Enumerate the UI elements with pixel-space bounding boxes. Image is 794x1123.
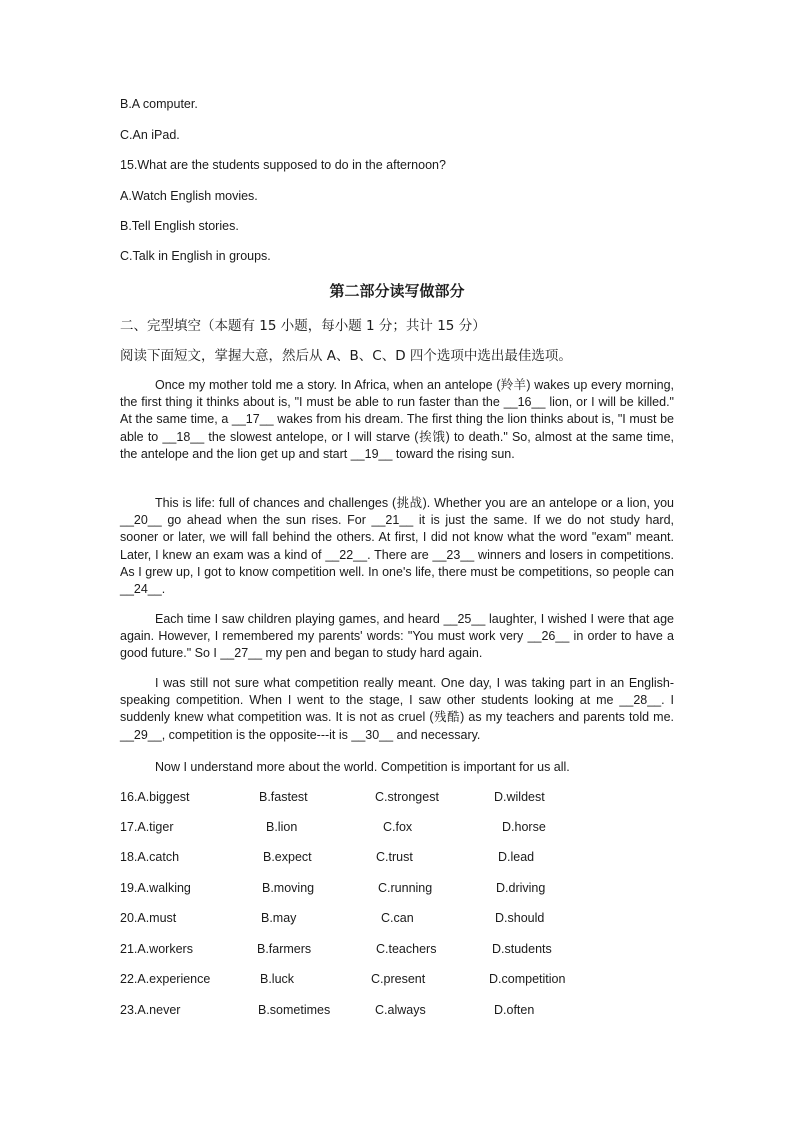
question-17-options <box>0 820 794 838</box>
question-20-options <box>0 911 794 929</box>
option-d: D.students <box>492 942 552 956</box>
option-c: C.trust <box>376 850 413 864</box>
cloze-paragraph-4: I was still not sure what competition really meant. One day, I was taking part in an English-speaking competition. When I went to the stage, I saw other students looking at me __28__. I suddenly knew what competition was. It is not as cruel (残酷) as my teachers and parents told me. __29__, competition is the opposite---it is __30__ and necessary. <box>120 676 674 742</box>
option-c: C.running <box>378 881 433 895</box>
cloze-paragraph-5: Now I understand more about the world. Competition is important for us all. <box>155 760 570 774</box>
section-title: 第二部分读写做部分 <box>329 282 465 300</box>
option-b: B.fastest <box>259 790 308 804</box>
question-18-options <box>0 850 794 868</box>
option-b: B.expect <box>263 850 312 864</box>
q15-option-b: B.Tell English stories. <box>120 219 239 233</box>
option-d: D.wildest <box>494 790 545 804</box>
q15-question: 15.What are the students supposed to do in the afternoon? <box>120 158 446 172</box>
option-b: B.farmers <box>257 942 312 956</box>
option-b: B.luck <box>260 972 295 986</box>
q14-option-b: B.A computer. <box>120 97 198 111</box>
cloze-paragraph-1: Once my mother told me a story. In Africa, when an antelope (羚羊) wakes up every morning, the first thing it thinks about is, "I must be able to run faster than the __16__ lion, or I will be killed." At the same time, a __17__ wakes from his dream. The first thing the lion thinks about is, "I must be able to __18__ the slowest antelope, or I will starve (挨饿) to death." So, almost at the same time, the antelope and the lion get up and start __19__ toward the rising sun. <box>120 378 674 461</box>
cloze-heading: 二、完型填空（本题有 15 小题，每小题 1 分；共计 15 分） <box>120 318 486 334</box>
option-d: D.lead <box>498 850 535 864</box>
option-b: B.lion <box>266 820 298 834</box>
question-23-options <box>0 1003 794 1021</box>
option-c: C.always <box>375 1003 426 1017</box>
q15-option-a: A.Watch English movies. <box>120 189 258 203</box>
question-16-options <box>0 790 794 808</box>
option-a: 22.A.experience <box>120 972 211 986</box>
q14-option-c: C.An iPad. <box>120 128 180 142</box>
q15-option-c: C.Talk in English in groups. <box>120 249 271 263</box>
option-c: C.teachers <box>376 942 437 956</box>
question-19-options <box>0 881 794 899</box>
option-b: B.sometimes <box>258 1003 331 1017</box>
option-c: C.strongest <box>375 790 439 804</box>
option-a: 21.A.workers <box>120 942 193 956</box>
option-d: D.should <box>495 911 545 925</box>
option-a: 18.A.catch <box>120 850 180 864</box>
option-d: D.often <box>494 1003 535 1017</box>
option-c: C.present <box>371 972 426 986</box>
option-b: B.moving <box>262 881 315 895</box>
cloze-paragraph-3: Each time I saw children playing games, and heard __25__ laughter, I wished I were that age again. However, I remembered my parents' words: "You must work very __26__ in order to have a good future." So I __27__ my pen and began to study hard again. <box>120 612 674 661</box>
question-22-options <box>0 972 794 990</box>
question-21-options <box>0 942 794 960</box>
option-a: 16.A.biggest <box>120 790 190 804</box>
option-c: C.can <box>381 911 414 925</box>
option-b: B.may <box>261 911 297 925</box>
option-d: D.horse <box>502 820 546 834</box>
option-d: D.driving <box>496 881 546 895</box>
cloze-instruction: 阅读下面短文，掌握大意，然后从 A、B、C、D 四个选项中选出最佳选项。 <box>120 348 572 364</box>
option-a: 23.A.never <box>120 1003 181 1017</box>
option-a: 19.A.walking <box>120 881 191 895</box>
option-d: D.competition <box>489 972 566 986</box>
option-c: C.fox <box>383 820 413 834</box>
cloze-paragraph-2: This is life: full of chances and challenges (挑战). Whether you are an antelope or a lion, you __20__ go ahead when the sun rises. For __21__ it is just the same. If we do not study hard, sooner or later, we will fall behind the others. At first, I did not know what the word "exam" meant. Later, I knew an exam was a kind of __22__. There are __23__ winners and losers in competitions. As I grew up, I got to know competition well. In one's life, there must be competitions, so people can __24__. <box>120 496 674 597</box>
option-a: 17.A.tiger <box>120 820 174 834</box>
option-a: 20.A.must <box>120 911 177 925</box>
